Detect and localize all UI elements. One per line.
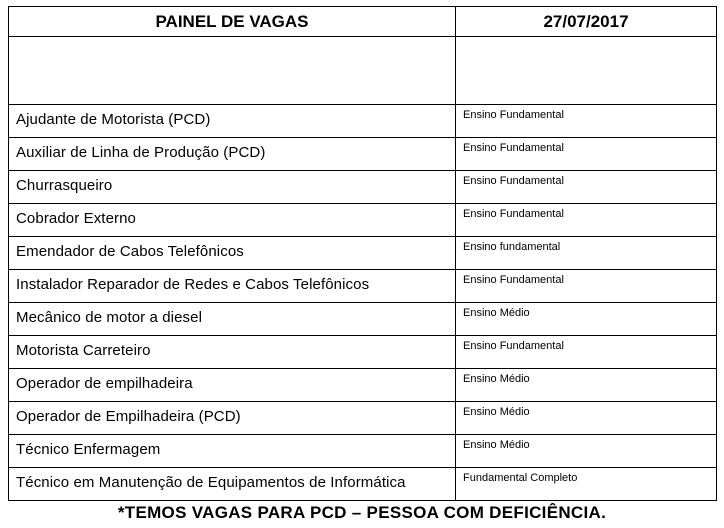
education-level: Ensino Médio xyxy=(456,303,717,336)
education-level: Ensino Fundamental xyxy=(456,105,717,138)
job-title: Operador de Empilhadeira (PCD) xyxy=(9,402,456,435)
job-board xyxy=(8,6,716,501)
table-row xyxy=(9,303,717,336)
board-date: 27/07/2017 xyxy=(456,7,717,37)
job-table xyxy=(8,6,717,501)
header-row xyxy=(9,7,717,37)
job-title: Churrasqueiro xyxy=(9,171,456,204)
table-row xyxy=(9,336,717,369)
table-row xyxy=(9,435,717,468)
education-level: Ensino Médio xyxy=(456,369,717,402)
table-row xyxy=(9,369,717,402)
job-title: Técnico em Manutenção de Equipamentos de Informática xyxy=(9,468,456,501)
job-title: Cobrador Externo xyxy=(9,204,456,237)
empty-cell xyxy=(9,37,456,105)
job-title: Técnico Enfermagem xyxy=(9,435,456,468)
job-title: Instalador Reparador de Redes e Cabos Telefônicos xyxy=(9,270,456,303)
table-row xyxy=(9,468,717,501)
empty-cell xyxy=(456,37,717,105)
job-title: Auxiliar de Linha de Produção (PCD) xyxy=(9,138,456,171)
table-row xyxy=(9,270,717,303)
education-level: Fundamental Completo xyxy=(456,468,717,501)
education-level: Ensino Fundamental xyxy=(456,138,717,171)
education-level: Ensino Fundamental xyxy=(456,204,717,237)
board-title: PAINEL DE VAGAS xyxy=(9,7,456,37)
pcd-footnote: *TEMOS VAGAS PARA PCD – PESSOA COM DEFICIÊNCIA. xyxy=(117,503,607,522)
job-title: Emendador de Cabos Telefônicos xyxy=(9,237,456,270)
education-level: Ensino Médio xyxy=(456,402,717,435)
table-row xyxy=(9,204,717,237)
education-level: Ensino Fundamental xyxy=(456,171,717,204)
table-row xyxy=(9,171,717,204)
job-title: Mecânico de motor a diesel xyxy=(9,303,456,336)
education-level: Ensino Médio xyxy=(456,435,717,468)
table-row xyxy=(9,402,717,435)
education-level: Ensino Fundamental xyxy=(456,270,717,303)
job-title: Ajudante de Motorista (PCD) xyxy=(9,105,456,138)
job-title: Operador de empilhadeira xyxy=(9,369,456,402)
job-title: Motorista Carreteiro xyxy=(9,336,456,369)
table-row xyxy=(9,237,717,270)
table-row xyxy=(9,105,717,138)
empty-row xyxy=(9,37,717,105)
table-row xyxy=(9,138,717,171)
education-level: Ensino Fundamental xyxy=(456,336,717,369)
education-level: Ensino fundamental xyxy=(456,237,717,270)
